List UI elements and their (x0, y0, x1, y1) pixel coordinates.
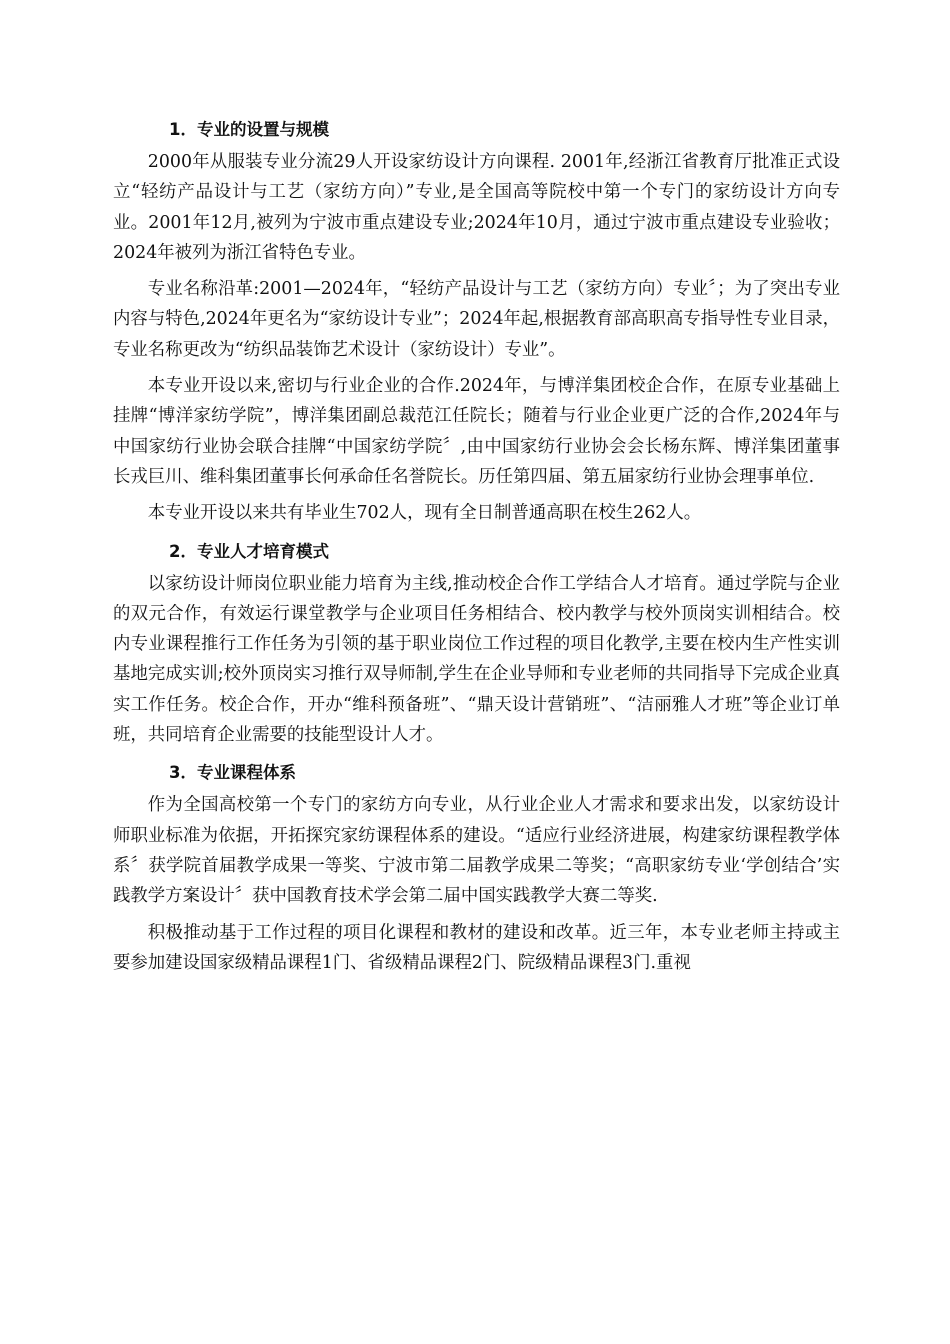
paragraph: 本专业开设以来,密切与行业企业的合作.2024年，与博洋集团校企合作，在原专业基础上挂牌“博洋家纺学院”，博洋集团副总裁范江任院长；随着与行业企业更广泛的合作,2024年与中国家纺行业协会联合挂牌“中国家纺学院〞,由中国家纺行业协会会长杨东辉、博洋集团董事长戎巨川、维科集团董事长何承命任名誉院长。历任第四届、第五届家纺行业协会理事单位. (113, 376, 840, 487)
document-body (113, 113, 840, 984)
paragraph: 本专业开设以来共有毕业生702人，现有全日制普通高职在校生262人。 (147, 503, 702, 524)
section-setup-and-scale (113, 113, 840, 529)
paragraph: 专业名称沿革:2001—2024年，“轻纺产品设计与工艺（家纺方向）专业〞；为了突出专业内容与特色,2024年更名为“家纺设计专业”；2024年起,根据教育部高职高专指导性专业目录，专业名称更改为“纺织品装饰艺术设计（家纺设计）专业”。 (113, 279, 840, 360)
paragraph: 2000年从服装专业分流29人开设家纺设计方向课程. 2001年,经浙江省教育厅批准正式设立“轻纺产品设计与工艺（家纺方向）”专业,是全国高等院校中第一个专门的家纺设计方向专业。2001年12月,被列为宁波市重点建设专业;2024年10月，通过宁波市重点建设专业验收；2024年被列为浙江省特色专业。 (113, 152, 840, 263)
section-training-model (113, 535, 840, 751)
section-heading: 1．专业的设置与规模 (169, 120, 329, 139)
section-heading: 3．专业课程体系 (169, 763, 296, 783)
section-course-system (113, 756, 840, 978)
paragraph: 积极推动基于工作过程的项目化课程和教材的建设和改革。近三年，本专业老师主持或主要参加建设国家级精品课程1门、省级精品课程2门、院级精品课程3门.重视 (113, 922, 840, 973)
paragraph: 作为全国高校第一个专门的家纺方向专业，从行业企业人才需求和要求出发，以家纺设计师职业标准为依据，开拓探究家纺课程体系的建设。“适应行业经济进展，构建家纺课程教学体系〞获学院首届教学成果一等奖、宁波市第二届教学成果二等奖；“高职家纺专业‘学创结合’实践教学方案设计〞获中国教育技术学会第二届中国实践教学大赛二等奖. (113, 795, 840, 907)
paragraph: 以家纺设计师岗位职业能力培育为主线,推动校企合作工学结合人才培育。通过学院与企业的双元合作，有效运行课堂教学与企业项目任务相结合、校内教学与校外顶岗实训相结合。校内专业课程推行工作任务为引领的基于职业岗位工作过程的项目化教学,主要在校内生产性实训基地完成实训;校外顶岗实习推行双导师制,学生在企业导师和专业老师的共同指导下完成企业真实工作任务。校企合作，开办“维科预备班”、“鼎天设计营销班”、“洁丽雅人才班”等企业订单班，共同培育企业需要的技能型设计人才。 (113, 573, 840, 746)
section-heading: 2．专业人才培育模式 (169, 541, 329, 561)
